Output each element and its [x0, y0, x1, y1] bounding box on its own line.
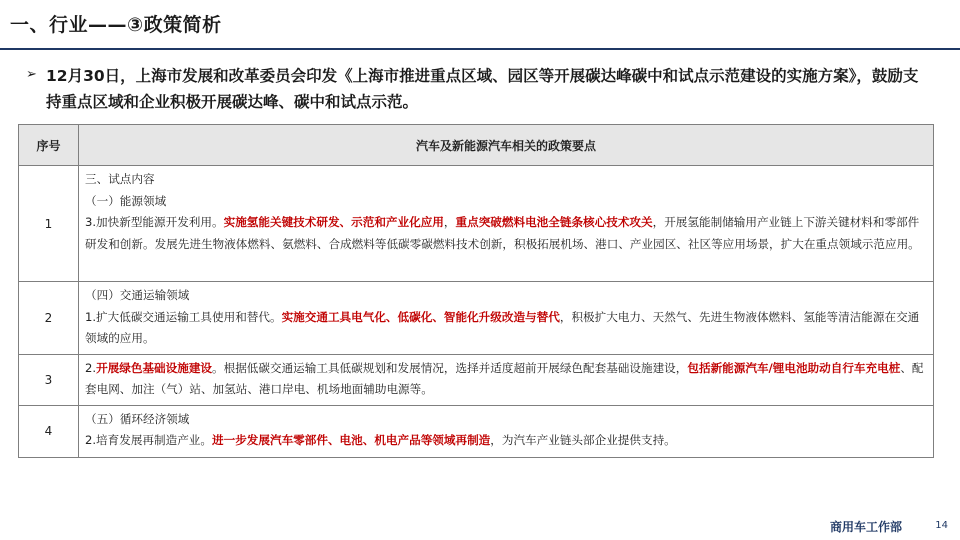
- arrow-bullet-icon: ➢: [26, 67, 37, 82]
- subsection-heading: （五）循环经济领域: [85, 411, 190, 426]
- row-index: 2: [19, 282, 79, 355]
- policy-text: 1.扩大低碳交通运输工具使用和替代。: [85, 309, 282, 324]
- highlight-text: 重点突破燃料电池全链条核心技术攻关: [455, 215, 653, 229]
- highlight-text: 实施氢能关键技术研发、示范和产业化应用: [223, 215, 444, 229]
- table-row: [19, 282, 934, 355]
- department-label: 商用车工作部: [829, 520, 902, 534]
- policy-text: 。根据低碳交通运输工具低碳规划和发展情况，选择并适度超前开展绿色配套基础设施建设，: [212, 360, 688, 375]
- policy-text: 2.: [85, 360, 97, 375]
- header-index: 序号: [19, 125, 79, 166]
- policy-text: ，积极扩大电力、天然气、先进生物液体燃料、氢能等清洁能源在交通领域的应用。: [85, 309, 920, 345]
- table-row: [19, 354, 934, 405]
- highlight-text: 进一步发展汽车零部件、电池、机电产品等领域再制造: [212, 433, 491, 447]
- subsection-heading: （四）交通运输领域: [85, 288, 190, 302]
- highlight-text: 实施交通工具电气化、低碳化、智能化升级改造与替代: [281, 309, 560, 324]
- policy-text: 、配套电网、加注（气）站、加氢站、港口岸电、机场地面辅助电源等。: [85, 360, 924, 396]
- row-content: [79, 166, 934, 282]
- lead-paragraph: [26, 63, 936, 115]
- row-content: [79, 354, 934, 405]
- section-heading: 三、试点内容: [85, 172, 155, 186]
- row-index: 1: [19, 166, 79, 282]
- table-header-row: [19, 125, 934, 166]
- lead-text: 12月30日，上海市发展和改革委员会印发《上海市推进重点区域、园区等开展碳达峰碳中和试点示范建设的实施方案》，鼓励支持重点区域和企业积极开展碳达峰、碳中和试点示范。: [46, 67, 919, 111]
- row-content: [79, 282, 934, 355]
- page-number: 14: [935, 520, 948, 531]
- policy-table: [18, 124, 934, 458]
- highlight-text: 包括新能源汽车/锂电池助动自行车充电桩: [687, 360, 901, 375]
- row-index: 3: [19, 354, 79, 405]
- row-content: [79, 405, 934, 457]
- policy-text: 3.加快新型能源开发利用。: [85, 215, 224, 229]
- table-row: [19, 405, 934, 457]
- policy-text: ，为汽车产业链头部企业提供支持。: [490, 433, 676, 447]
- policy-text: ，: [443, 215, 456, 229]
- header-policy-points: 汽车及新能源汽车相关的政策要点: [79, 125, 934, 166]
- table-row: [19, 166, 934, 282]
- policy-text: ，开展氢能制储输用产业链上下游关键材料和零部件研发和创新。发展先进生物液体燃料、氨燃料、合成燃料等低碳零碳燃料技术创新，积极拓展机场、港口、产业园区、社区等应用场景，扩大在重点领域示范应用。: [85, 215, 920, 251]
- subsection-heading: （一）能源领域: [85, 193, 167, 208]
- highlight-text: 开展绿色基础设施建设: [96, 360, 213, 375]
- row-index: 4: [19, 405, 79, 457]
- page-title: 一、行业——③政策简析: [10, 14, 222, 36]
- title-divider: [0, 48, 960, 50]
- policy-text: 2.培育发展再制造产业。: [85, 433, 212, 447]
